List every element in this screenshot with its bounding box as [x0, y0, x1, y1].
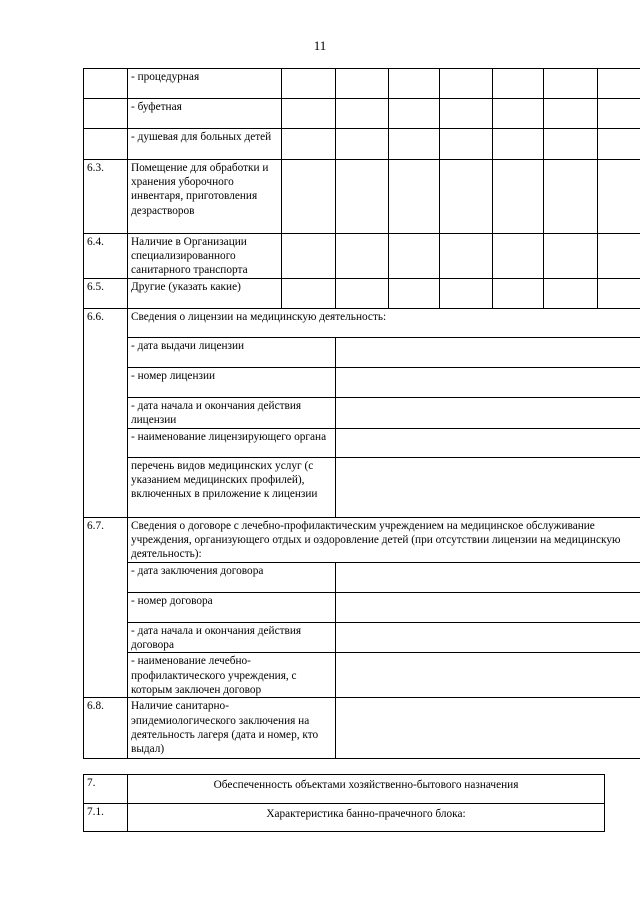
value-cell [336, 429, 640, 458]
value-cell [336, 653, 640, 698]
row-label: - буфетная [128, 99, 282, 129]
value-cell [336, 458, 640, 518]
value-cell [336, 338, 640, 368]
section-title: Сведения о договоре с лечебно-профилактическим учреждением на медицинское обслуживание учреждения, организующего отдых и оздоровление детей (при отсутствии лицензии на медицинскую деятельность): [128, 518, 640, 563]
row-number [84, 99, 128, 129]
cell [493, 129, 544, 160]
section-title: Обеспеченность объектами хозяйственно-бытового назначения [128, 775, 605, 804]
table-row [84, 804, 605, 832]
cell [389, 279, 440, 309]
table-row [84, 129, 640, 160]
cell [598, 279, 640, 309]
row-number: 6.7. [84, 518, 128, 698]
row-label: перечень видов медицинских услуг (с указанием медицинских профилей), включенных в приложение к лицензии [128, 458, 336, 518]
row-number: 6.6. [84, 309, 128, 518]
cell [282, 129, 336, 160]
cell [282, 279, 336, 309]
cell [282, 99, 336, 129]
cell [389, 160, 440, 234]
table-row [84, 338, 640, 368]
row-number: 6.3. [84, 160, 128, 234]
value-cell [336, 593, 640, 623]
row-label: - наименование лечебно-профилактического учреждения, с которым заключен договор [128, 653, 336, 698]
row-number [84, 129, 128, 160]
cell [544, 99, 598, 129]
cell [544, 279, 598, 309]
cell [440, 99, 493, 129]
cell [336, 69, 389, 99]
row-number [84, 69, 128, 99]
section-7-table [83, 774, 605, 832]
cell [493, 160, 544, 234]
table-row [84, 518, 640, 563]
table-row [84, 593, 640, 623]
table-row [84, 309, 640, 338]
cell [493, 69, 544, 99]
cell [389, 129, 440, 160]
cell [493, 279, 544, 309]
cell [282, 160, 336, 234]
table-row [84, 99, 640, 129]
cell [440, 279, 493, 309]
cell [440, 234, 493, 279]
cell [336, 234, 389, 279]
table-row [84, 398, 640, 429]
value-cell [336, 368, 640, 398]
table-row [84, 698, 640, 759]
cell [544, 69, 598, 99]
cell [389, 99, 440, 129]
cell [389, 234, 440, 279]
cell [336, 99, 389, 129]
cell [440, 69, 493, 99]
value-cell [336, 623, 640, 653]
row-label: Наличие санитарно-эпидемиологического заключения на деятельность лагеря (дата и номер, кто выдал) [128, 698, 336, 759]
cell [598, 234, 640, 279]
cell [440, 160, 493, 234]
cell [493, 234, 544, 279]
row-number: 6.4. [84, 234, 128, 279]
section-title: Сведения о лицензии на медицинскую деятельность: [128, 309, 640, 338]
row-label: Другие (указать какие) [128, 279, 282, 309]
row-number: 6.8. [84, 698, 128, 759]
cell [598, 129, 640, 160]
page-number: 11 [313, 38, 327, 53]
row-number: 7.1. [84, 804, 128, 832]
cell [544, 160, 598, 234]
cell [282, 234, 336, 279]
row-number: 6.5. [84, 279, 128, 309]
table-row [84, 234, 640, 279]
row-label: Наличие в Организации специализированного санитарного транспорта [128, 234, 282, 279]
cell [389, 69, 440, 99]
table-row [84, 458, 640, 518]
cell [493, 99, 544, 129]
cell [336, 279, 389, 309]
facilities-table [83, 68, 640, 759]
cell [336, 160, 389, 234]
subsection-title: Характеристика банно-прачечного блока: [128, 804, 605, 832]
table-row [84, 368, 640, 398]
table-row [84, 653, 640, 698]
row-label: - дата выдачи лицензии [128, 338, 336, 368]
cell [336, 129, 389, 160]
table-row [84, 429, 640, 458]
row-label: Помещение для обработки и хранения уборочного инвентаря, приготовления дезрастворов [128, 160, 282, 234]
table-row [84, 279, 640, 309]
row-label: - дата начала и окончания действия договора [128, 623, 336, 653]
row-label: - наименование лицензирующего органа [128, 429, 336, 458]
cell [282, 69, 336, 99]
value-cell [336, 698, 640, 759]
value-cell [336, 398, 640, 429]
value-cell [336, 563, 640, 593]
table-row [84, 69, 640, 99]
row-label: - дата начала и окончания действия лицензии [128, 398, 336, 429]
row-number: 7. [84, 775, 128, 804]
table-row [84, 160, 640, 234]
table-row [84, 775, 605, 804]
table-row [84, 563, 640, 593]
row-label: - душевая для больных детей [128, 129, 282, 160]
cell [598, 99, 640, 129]
cell [440, 129, 493, 160]
table-row [84, 623, 640, 653]
row-label: - дата заключения договора [128, 563, 336, 593]
row-label: - номер лицензии [128, 368, 336, 398]
cell [598, 160, 640, 234]
cell [544, 129, 598, 160]
cell [598, 69, 640, 99]
row-label: - номер договора [128, 593, 336, 623]
row-label: - процедурная [128, 69, 282, 99]
cell [544, 234, 598, 279]
